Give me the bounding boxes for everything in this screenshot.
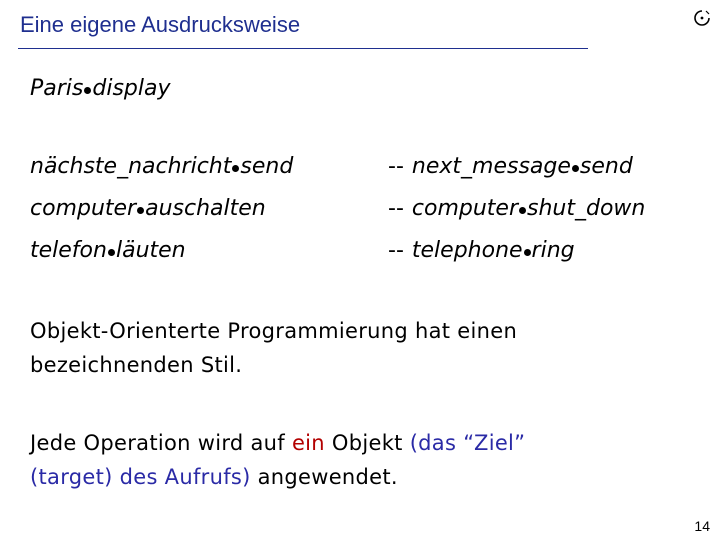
comment-marker: -- (388, 154, 404, 179)
ring-spinner-icon (692, 8, 712, 28)
paragraph-line (30, 426, 525, 460)
code-object: next_message (411, 154, 571, 179)
paragraph-text: angewendet. (250, 465, 398, 489)
code-object: Paris (30, 76, 84, 101)
code-feature: auschalten (145, 196, 266, 221)
page-title: Eine eigene Ausdrucksweise (20, 12, 301, 37)
code-object: nächste_nachricht (30, 154, 232, 179)
dot-operator (84, 87, 91, 94)
code-feature: shut_down (527, 196, 646, 221)
code-feature: ring (531, 238, 575, 263)
paragraph-style (30, 314, 517, 382)
code-feature: send (240, 154, 294, 179)
code-line-german-1 (30, 154, 293, 179)
comment-marker: -- (388, 196, 404, 221)
code-object: computer (411, 196, 518, 221)
title-divider (18, 48, 588, 49)
code-line-paris (30, 76, 171, 101)
code-feature: send (579, 154, 633, 179)
highlighted-word: ein (291, 431, 325, 455)
page-number: 14 (694, 518, 710, 534)
comment-marker: -- (388, 238, 404, 263)
paragraph-text: Objekt (324, 431, 410, 455)
paragraph-target (30, 426, 525, 494)
code-feature: läuten (115, 238, 186, 263)
code-object: computer (30, 196, 137, 221)
paragraph-text: Jede Operation wird auf (30, 431, 292, 455)
code-line-english-2 (388, 196, 645, 221)
paragraph-line: Objekt-Orienterte Programmierung hat einen (30, 319, 518, 343)
paragraph-line: bezeichnenden Stil. (30, 353, 243, 377)
code-line-english-3 (388, 238, 575, 263)
paragraph-line (30, 460, 525, 494)
dot-operator (572, 165, 579, 172)
parenthetical-text: (target) des Aufrufs) (30, 465, 251, 489)
code-object: telephone (411, 238, 523, 263)
code-line-german-2 (30, 196, 266, 221)
dot-operator (232, 165, 239, 172)
code-line-german-3 (30, 238, 186, 263)
dot-operator (519, 207, 526, 214)
code-feature: display (92, 76, 171, 101)
code-object: telefon (30, 238, 107, 263)
dot-operator (524, 249, 531, 256)
parenthetical-text: (das “Ziel” (409, 431, 526, 455)
dot-operator (108, 249, 115, 256)
dot-operator (137, 207, 144, 214)
code-line-english-1 (388, 154, 633, 179)
